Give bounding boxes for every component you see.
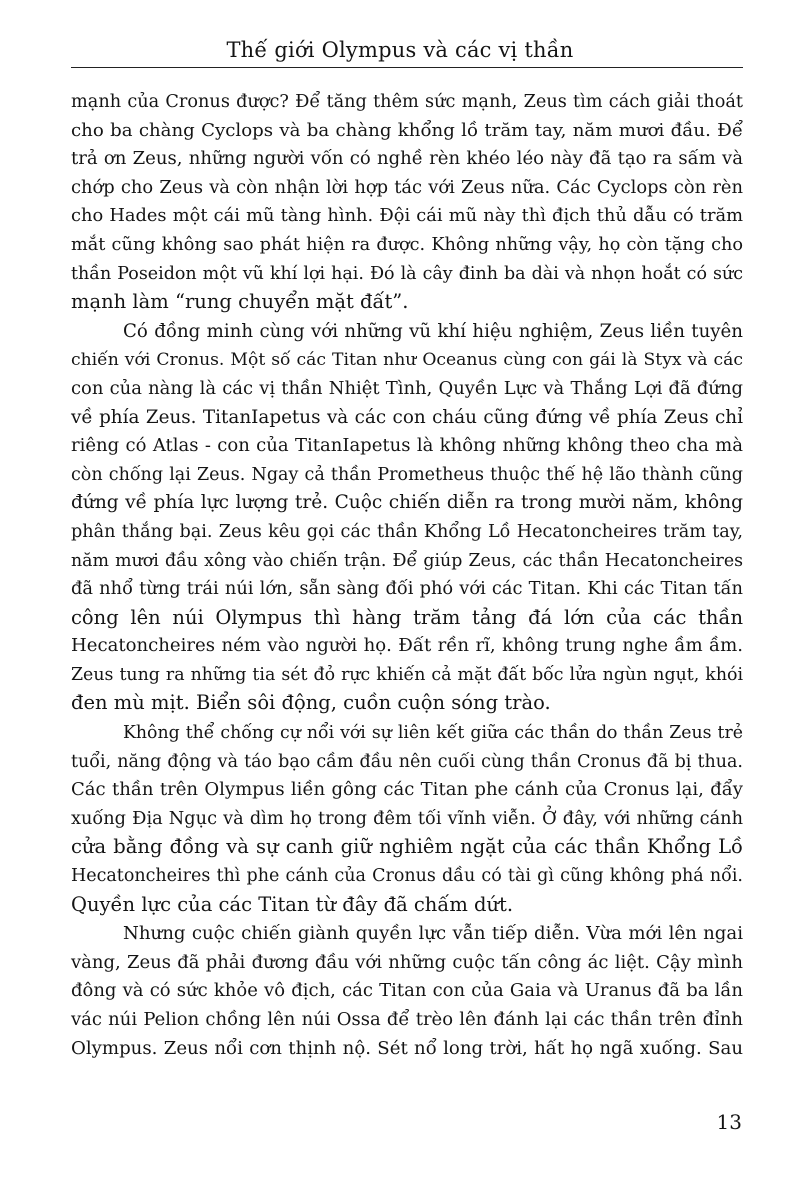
text-line: Các thần trên Olympus liền gông các Titan phe cánh của Cronus lại, đẩy <box>71 779 743 801</box>
text-line: vác núi Pelion chồng lên núi Ossa để trèo lên đánh lại các thần trên đỉnh <box>71 1009 743 1030</box>
text-line: mạnh làm “rung chuyển mặt đất”. <box>71 290 409 314</box>
text-line: Hecatoncheires thì phe cánh của Cronus dầu có tài gì cũng không phá nổi. <box>71 866 743 887</box>
text-line: trả ơn Zeus, những người vốn có nghề rèn khéo léo này đã tạo ra sấm và <box>71 148 743 170</box>
text-line: công lên núi Olympus thì hàng trăm tảng đá lớn của các thần <box>71 605 743 629</box>
text-line: chớp cho Zeus và còn nhận lời hợp tác với Zeus nữa. Các Cyclops còn rèn <box>71 176 743 198</box>
page-number: 13 <box>716 1110 742 1134</box>
text-line: vàng, Zeus đã phải đương đầu với những cuộc tấn công ác liệt. Cậy mình <box>71 951 743 973</box>
text-line: Zeus tung ra những tia sét đỏ rực khiến cả mặt đất bốc lửa ngùn ngụt, khói <box>71 664 743 685</box>
text-line: mắt cũng không sao phát hiện ra được. Không những vậy, họ còn tặng cho <box>71 234 743 255</box>
text-line: về phía Zeus. TitanIapetus và các con cháu cũng đứng về phía Zeus chỉ <box>71 406 743 428</box>
text-line: chiến với Cronus. Một số các Titan như Oceanus cùng con gái là Styx và các <box>71 350 743 371</box>
text-line: đông và có sức khỏe vô địch, các Titan con của Gaia và Uranus đã ba lần <box>71 980 743 1002</box>
text-line: tuổi, năng động và táo bạo cầm đầu nên cuối cùng thần Cronus đã bị thua. <box>71 751 743 772</box>
text-line: Olympus. Zeus nổi cơn thịnh nộ. Sét nổ long trời, hất họ ngã xuống. Sau <box>71 1037 743 1059</box>
text-line: mạnh của Cronus được? Để tăng thêm sức mạnh, Zeus tìm cách giải thoát <box>71 92 743 112</box>
text-line: còn chống lại Zeus. Ngay cả thần Prometheus thuộc thế hệ lão thành cũng <box>71 464 743 485</box>
text-line: đứng về phía lực lượng trẻ. Cuộc chiến diễn ra trong mười năm, không <box>71 492 743 514</box>
running-title: Thế giới Olympus và các vị thần <box>226 38 574 62</box>
text-line: thần Poseidon một vũ khí lợi hại. Đó là cây đinh ba dài và nhọn hoắt có sức <box>71 263 743 284</box>
text-line: Hecatoncheires ném vào người họ. Đất rền rĩ, không trung nghe ầm ầm. <box>71 635 743 657</box>
text-line: đen mù mịt. Biển sôi động, cuồn cuộn sóng trào. <box>71 691 551 715</box>
text-line: Quyền lực của các Titan từ đây đã chấm dứt. <box>71 892 514 916</box>
text-line: năm mươi đầu xông vào chiến trận. Để giúp Zeus, các thần Hecatoncheires <box>71 550 743 571</box>
header-rule <box>71 67 743 68</box>
page-body <box>71 88 743 1063</box>
text-line: cho Hades một cái mũ tàng hình. Đội cái mũ này thì địch thủ dẫu có trăm <box>71 205 743 227</box>
text-line: riêng có Atlas - con của TitanIapetus là không những không theo cha mà <box>71 435 743 457</box>
text-line: Nhưng cuộc chiến giành quyền lực vẫn tiếp diễn. Vừa mới lên ngai <box>123 923 743 945</box>
text-line: Có đồng minh cùng với những vũ khí hiệu nghiệm, Zeus liền tuyên <box>123 320 743 342</box>
paragraph-2 <box>71 318 743 718</box>
text-line: cho ba chàng Cyclops và ba chàng khổng lồ trăm tay, năm mươi đầu. Để <box>71 119 743 141</box>
text-line: Không thể chống cự nổi với sự liên kết giữa các thần do thần Zeus trẻ <box>123 723 743 744</box>
paragraph-4 <box>71 920 743 1063</box>
text-line: đã nhổ từng trái núi lớn, sẵn sàng đối phó với các Titan. Khi các Titan tấn <box>71 578 743 600</box>
text-line: cửa bằng đồng và sự canh giữ nghiêm ngặt của các thần Khổng Lồ <box>71 835 743 859</box>
text-line: phân thắng bại. Zeus kêu gọi các thần Khổng Lồ Hecatoncheires trăm tay, <box>71 521 743 542</box>
text-line: xuống Địa Ngục và dìm họ trong đêm tối vĩnh viễn. Ở đây, với những cánh <box>71 808 743 829</box>
paragraph-3 <box>71 719 743 919</box>
paragraph-1 <box>71 88 743 317</box>
text-line: con của nàng là các vị thần Nhiệt Tình, Quyền Lực và Thắng Lợi đã đứng <box>71 377 743 399</box>
